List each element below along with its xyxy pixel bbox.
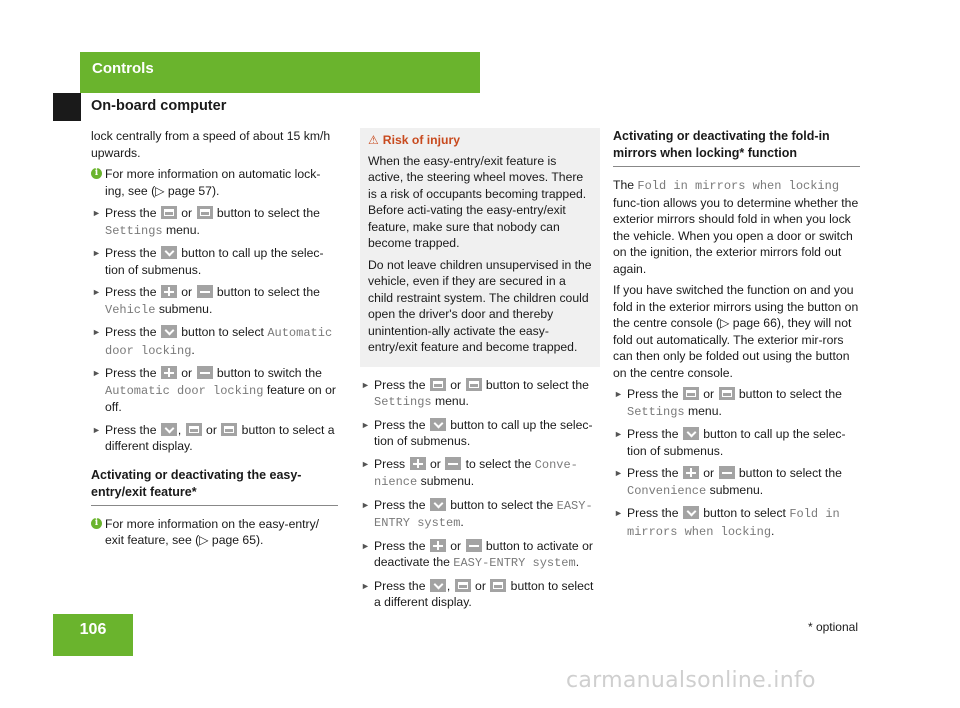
info-icon: i	[91, 518, 102, 529]
paragraph: If you have switched the function on and you fold in the exterior mirrors using the button on the centre console (▷ page 66), they will not fold out automatically. The exterior mir-rors can then only be folded out using the button on the centre console.	[613, 283, 859, 380]
instruction-step	[91, 324, 338, 359]
step-text: submenu.	[420, 474, 475, 488]
step-text: Press the	[105, 422, 157, 437]
step-text: Press the	[374, 497, 426, 512]
step-text: feature on or off.	[105, 382, 336, 414]
risk-title-text: Risk of injury	[382, 133, 460, 147]
down-button-icon	[161, 325, 177, 338]
step-text: button to select a different display.	[105, 422, 335, 453]
step-text: .	[575, 555, 580, 569]
step-text: to select the	[465, 456, 532, 471]
step-text: submenu.	[158, 301, 213, 316]
phone-button-icon	[490, 579, 506, 592]
instruction-step	[613, 386, 860, 420]
step-text: .	[191, 342, 195, 357]
step-arrow-icon: ►	[92, 248, 101, 258]
column-3	[613, 128, 860, 546]
phone-button-icon	[719, 387, 735, 400]
info-text: For more information on the easy-entry/ exit feature, see (▷ page 65).	[105, 516, 320, 547]
minus-button-icon	[719, 466, 735, 479]
instruction-step	[360, 377, 600, 411]
section-header	[80, 52, 480, 93]
step-text: Press the	[627, 427, 679, 441]
function-name: Fold in mirrors when locking	[637, 179, 840, 193]
step-text: or	[450, 538, 462, 553]
down-button-icon	[430, 579, 446, 592]
paragraph-text: func-tion allows you to determine whether the exterior mirrors should fold in when you lock the vehicle. When you open a door or switch on the ignition, the exterior mirrors fold out again.	[613, 195, 859, 276]
watermark: carmanualsonline.info	[566, 668, 816, 693]
step-arrow-icon: ►	[614, 508, 623, 518]
instruction-step	[613, 426, 860, 459]
step-text: or	[475, 578, 486, 593]
instruction-step	[360, 497, 600, 532]
paragraph-text: The	[613, 178, 635, 192]
minus-button-icon	[445, 457, 461, 470]
step-text: or	[181, 366, 193, 380]
minus-button-icon	[197, 285, 213, 298]
down-button-icon	[430, 498, 446, 511]
risk-paragraph: Do not leave children unsupervised in the vehicle, even if they are secured in a child restraint system. The children could open the driver's door and thereby unintention-ally activate the easy-entry/exit feature and become trapped.	[368, 257, 592, 354]
info-note	[91, 516, 338, 549]
step-text: Press the	[105, 366, 157, 380]
menu-name: Convenience	[627, 483, 707, 498]
minus-button-icon	[197, 366, 213, 379]
plus-button-icon	[430, 539, 446, 552]
instruction-step	[91, 245, 338, 278]
step-text: Press the	[627, 466, 679, 480]
phone-button-icon	[455, 579, 471, 592]
paragraph	[613, 177, 860, 277]
step-text: button to select the	[216, 285, 320, 299]
plus-button-icon	[161, 366, 177, 379]
phone-button-icon	[197, 206, 213, 219]
step-arrow-icon: ►	[92, 287, 101, 297]
header-marker-block	[53, 93, 81, 121]
step-text: Press the	[627, 387, 679, 401]
instruction-step	[360, 538, 600, 572]
step-arrow-icon: ►	[361, 580, 370, 591]
step-text: or	[703, 466, 715, 480]
phone-button-icon	[466, 378, 482, 391]
down-button-icon	[683, 506, 699, 519]
step-arrow-icon: ►	[614, 429, 623, 439]
step-arrow-icon: ►	[361, 419, 370, 430]
step-arrow-icon: ►	[92, 208, 101, 218]
down-button-icon	[161, 246, 177, 259]
instruction-step	[91, 365, 338, 416]
step-text: button to call up the selec-tion of submenus.	[627, 427, 846, 458]
step-text: submenu.	[709, 482, 764, 497]
step-text: menu.	[435, 394, 469, 408]
menu-name: Automatic door locking	[105, 383, 264, 398]
step-text: Press the	[627, 506, 679, 520]
footnote-optional: * optional	[807, 620, 858, 634]
step-arrow-icon: ►	[614, 468, 623, 478]
menu-name: Settings	[627, 404, 685, 419]
step-arrow-icon: ►	[361, 499, 370, 510]
menu-name: Settings	[105, 223, 163, 238]
step-text: or	[181, 206, 193, 220]
paragraph: lock centrally from a speed of about 15 km/h upwards.	[91, 129, 331, 160]
info-icon: i	[91, 168, 102, 179]
step-arrow-icon: ►	[92, 424, 101, 435]
step-text: Press the	[374, 417, 426, 432]
page-number: 106	[79, 621, 107, 638]
step-text: button to select a different display.	[374, 578, 594, 609]
step-text: button to select the	[738, 387, 842, 401]
menu-name: Fold in mirrors when locking	[627, 507, 840, 539]
step-text: button to select the	[738, 466, 842, 480]
step-text: Press the	[105, 325, 157, 339]
plus-button-icon	[161, 285, 177, 298]
step-text: or	[703, 387, 715, 401]
menu-name: EASY-ENTRY system	[453, 556, 576, 570]
step-arrow-icon: ►	[92, 327, 101, 337]
instruction-step	[613, 505, 860, 540]
step-text: .	[460, 515, 464, 529]
step-text: or	[429, 456, 441, 471]
menu-name: EASY-ENTRY system	[374, 498, 593, 530]
instruction-step: ► Press the , or button to select a different display.	[92, 422, 335, 453]
instruction-step	[91, 284, 338, 318]
step-text: Press the	[374, 538, 426, 553]
step-arrow-icon: ►	[361, 379, 370, 390]
step-text: .	[771, 523, 775, 538]
plus-button-icon	[683, 466, 699, 479]
step-text: Press the	[105, 246, 157, 260]
column-1	[91, 128, 338, 555]
instruction-step	[91, 205, 338, 239]
phone-button-icon	[683, 387, 699, 400]
menu-name: Settings	[374, 395, 432, 409]
column-2	[360, 128, 600, 617]
plus-button-icon	[410, 457, 426, 470]
section-heading: Activating or deactivating the easy-entry/exit feature*	[91, 467, 338, 506]
step-arrow-icon: ►	[92, 368, 101, 378]
step-arrow-icon: ►	[361, 540, 370, 551]
step-text: button to activate or deactivate the	[374, 538, 593, 569]
info-note	[91, 166, 338, 199]
step-text: Press the	[105, 285, 157, 299]
section-title: Controls	[92, 60, 154, 77]
minus-button-icon	[466, 539, 482, 552]
step-text: menu.	[688, 403, 722, 418]
section-heading: Activating or deactivating the fold-in mirrors when locking* function	[613, 128, 860, 167]
step-text: button to switch the	[216, 366, 322, 380]
menu-name: Conve-nience	[374, 457, 578, 489]
menu-name: Automatic door locking	[105, 326, 333, 358]
step-text: button to select the	[450, 497, 554, 512]
risk-paragraph: When the easy-entry/exit feature is active, the steering wheel moves. There is a risk of occupants becoming trapped. Before acti-vating the easy-entry/exit feature, make sure that nobody can become trapped.	[368, 153, 587, 250]
down-button-icon	[430, 418, 446, 431]
step-arrow-icon: ►	[614, 389, 623, 399]
step-text: or	[181, 285, 193, 299]
step-text: Press the	[105, 206, 157, 220]
step-text: button to call up the selec-tion of submenus.	[105, 246, 324, 277]
menu-name: Vehicle	[105, 302, 156, 317]
down-button-icon	[683, 427, 699, 440]
phone-button-icon	[430, 378, 446, 391]
instruction-step	[360, 417, 600, 450]
step-text: Press the	[374, 578, 426, 593]
page-number-box	[53, 614, 133, 656]
down-button-icon	[161, 423, 177, 436]
risk-warning-box	[360, 128, 600, 367]
step-text: menu.	[166, 222, 200, 237]
instruction-step	[360, 456, 600, 491]
step-text: button to select	[703, 506, 786, 520]
step-text: button to select the	[216, 206, 320, 220]
phone-button-icon	[221, 423, 237, 436]
step-text: button to select the	[485, 377, 589, 392]
step-text: or	[450, 377, 462, 392]
info-text: For more information on automatic lock-ing, see (▷ page 57).	[105, 167, 321, 198]
step-text: button to call up the selec-tion of submenus.	[374, 417, 593, 448]
instruction-step: ► Press the , or button to select a different display.	[361, 578, 594, 609]
step-text: or	[206, 422, 217, 437]
phone-button-icon	[186, 423, 202, 436]
risk-title	[368, 132, 594, 149]
step-text: button to select	[181, 325, 264, 339]
step-arrow-icon: ►	[361, 458, 370, 469]
warning-triangle-icon: ⚠	[368, 133, 379, 147]
instruction-step	[613, 465, 860, 499]
step-text: Press	[374, 456, 406, 471]
phone-button-icon	[161, 206, 177, 219]
subsection-title: On-board computer	[91, 98, 227, 114]
step-text: Press the	[374, 377, 426, 392]
